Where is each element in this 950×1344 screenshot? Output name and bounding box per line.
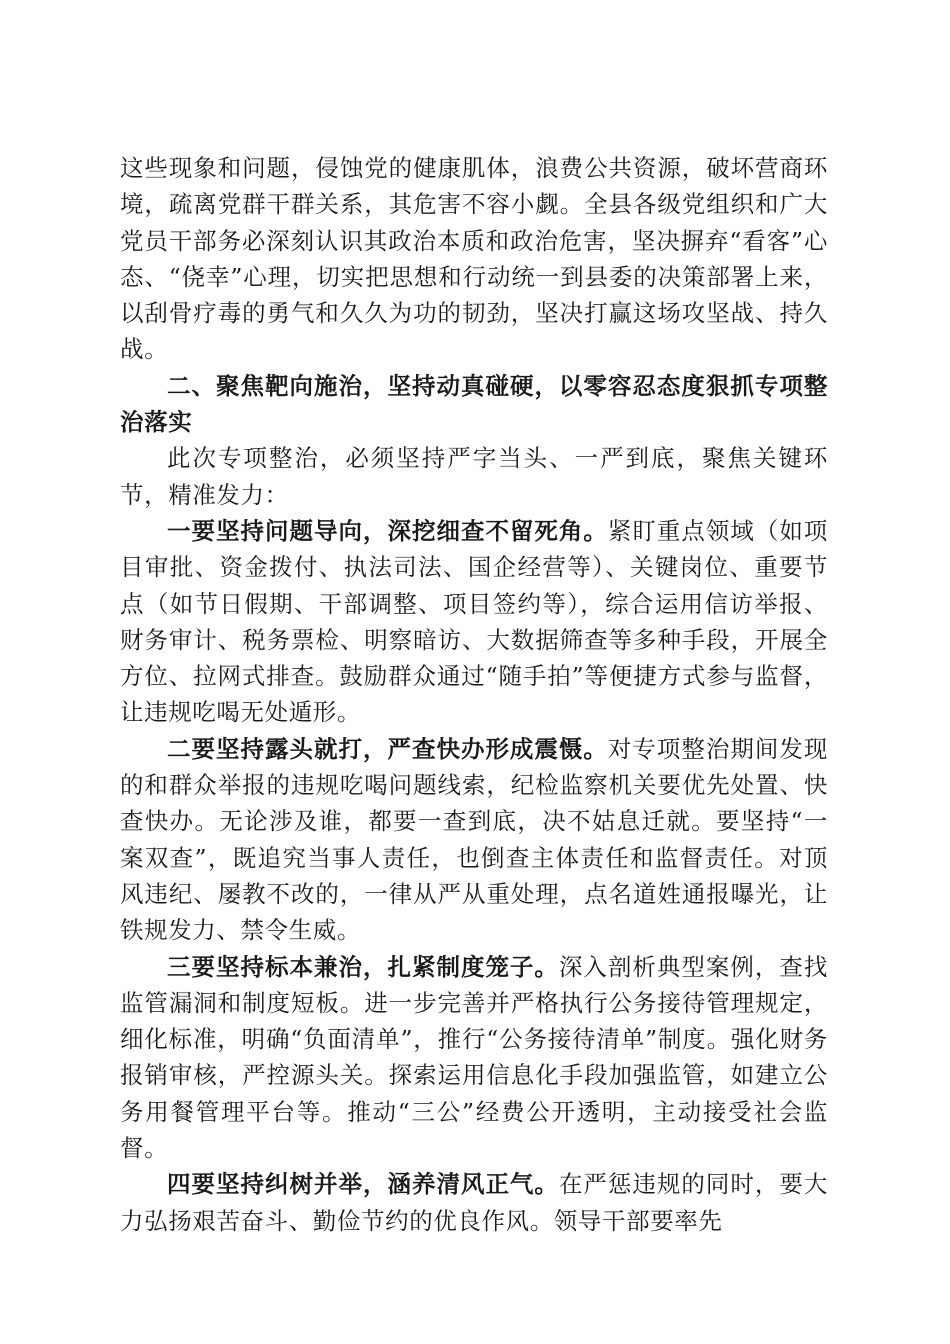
point-text-three: 深入剖析典型案例，查找监管漏洞和制度短板。进一步完善并严格执行公务接待管理规定，细化标准，明确“负面清单”，推行“公务接待清单”制度。强化财务报销审核，严控源头关。探索运用信息化手段加强监管，如建立公务用餐管理平台等。推动“三公”经费公开透明，主动接受社会监督。	[120, 952, 828, 1163]
point-lead-four: 四要坚持纠树并举，涵养清风正气。	[167, 1170, 559, 1199]
point-lead-two: 二要坚持露头就打，严查快办形成震慑。	[167, 734, 608, 763]
point-text-one: 紧盯重点领域（如项目审批、资金拨付、执法司法、国企经营等）、关键岗位、重要节点（如节日假期、干部调整、项目签约等），综合运用信访举报、财务审计、税务票检、明察暗访、大数据筛查等多种手段，开展全方位、拉网式排查。鼓励群众通过“随手拍”等便捷方式参与监督，让违规吃喝无处遁形。	[120, 516, 828, 727]
point-paragraph-one	[120, 513, 828, 731]
document-page	[120, 150, 828, 1239]
section-heading-two: 二、聚焦靶向施治，坚持动真碰硬，以零容忍态度狠抓专项整治落实	[120, 371, 828, 437]
body-paragraph-summary: 此次专项整治，必须坚持严字当头、一严到底，聚焦关键环节，精准发力：	[120, 444, 828, 509]
point-paragraph-three	[120, 949, 828, 1167]
point-lead-three: 三要坚持标本兼治，扎紧制度笼子。	[167, 952, 559, 981]
point-lead-one: 一要坚持问题导向，深挖细查不留死角。	[167, 516, 608, 545]
point-text-two: 对专项整治期间发现的和群众举报的违规吃喝问题线索，纪检监察机关要优先处置、快查快办。无论涉及谁，都要一查到底，决不姑息迁就。要坚持“一案双查”，既追究当事人责任，也倒查主体责任和监督责任。对顶风违纪、屡教不改的，一律从严从重处理，点名道姓通报曝光，让铁规发力、禁令生威。	[120, 734, 828, 945]
body-paragraph-intro: 这些现象和问题，侵蚀党的健康肌体，浪费公共资源，破坏营商环境，疏离党群干群关系，其危害不容小觑。全县各级党组织和广大党员干部务必深刻认识其政治本质和政治危害，坚决摒弃“看客”心态、“侥幸”心理，切实把思想和行动统一到县委的决策部署上来，以刮骨疗毒的勇气和久久为功的韧劲，坚决打赢这场攻坚战、持久战。	[120, 154, 828, 364]
point-text-four: 在严惩违规的同时，要大力弘扬艰苦奋斗、勤俭节约的优良作风。领导干部要率先	[120, 1170, 828, 1235]
point-paragraph-two	[120, 731, 828, 949]
point-paragraph-four	[120, 1166, 828, 1239]
